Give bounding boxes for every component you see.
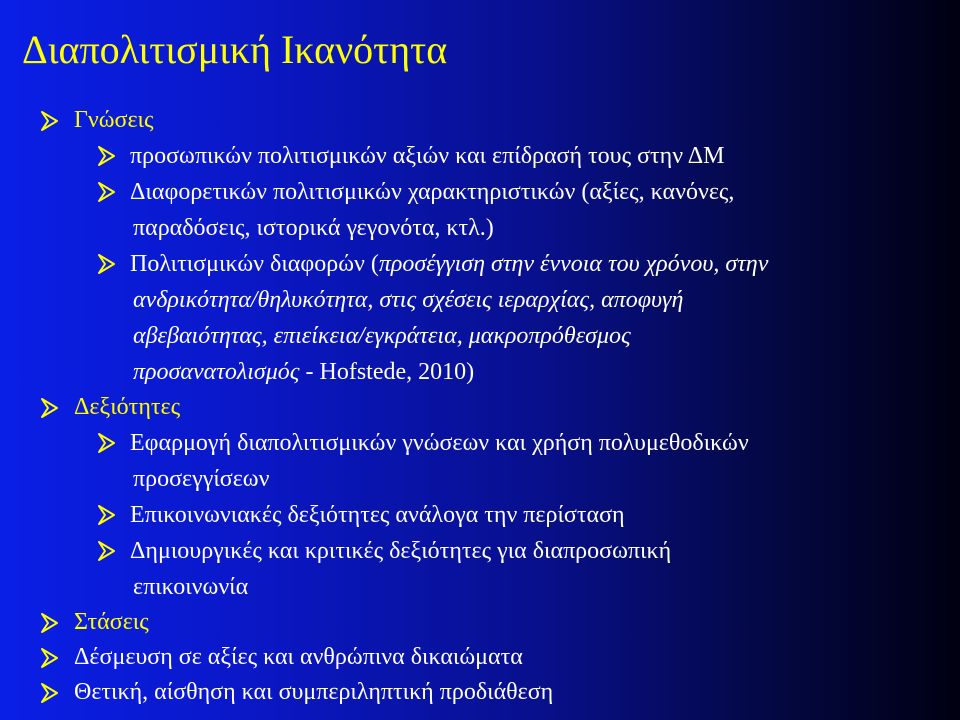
bullet-text: Θετική, αίσθηση και συμπεριληπτική προδιάθεση	[74, 679, 554, 705]
sub-bullet-text-italic: προσέγγιση στην έννοια του χρόνου, στην	[378, 251, 769, 277]
slide-body	[0, 103, 960, 710]
arrowhead-bullet-icon	[40, 103, 62, 138]
bullet-text-knowledge: Γνώσεις	[74, 107, 154, 133]
sub-bullet-text: προσωπικών πολιτισμικών αξιών και επίδρασή τους στην ΔΜ	[130, 143, 725, 169]
sub-bullet	[0, 533, 960, 569]
bullet-knowledge	[0, 103, 960, 138]
bullet-skills	[0, 390, 960, 425]
sub-bullet-continuation: επικοινωνία	[133, 574, 249, 600]
sub-bullet-text: Δημιουργικές και κριτικές δεξιότητες για διαπροσωπική	[130, 538, 672, 564]
sub-bullet-text-plain: Πολιτισμικών διαφορών (	[130, 251, 379, 277]
sub-bullet-text-plain: - Hofstede, 2010)	[299, 359, 475, 385]
sub-bullet-text: Διαφορετικών πολιτισμικών χαρακτηριστικών (αξίες, κανόνες,	[130, 179, 735, 205]
sub-bullet-continuation: προσεγγίσεων	[133, 466, 270, 492]
bullet-attitudes	[0, 605, 960, 640]
sub-bullet	[0, 425, 960, 461]
sub-bullet-text-italic: προσανατολισμός	[133, 359, 300, 385]
arrowhead-bullet-icon	[97, 138, 119, 173]
sub-bullet-text: Εφαρμογή διαπολιτισμικών γνώσεων και χρήση πολυμεθοδικών	[130, 430, 749, 456]
sub-bullet-continuation: ανδρικότητα/θηλυκότητα, στις σχέσεις ιεραρχίας, αποφυγή	[133, 287, 684, 313]
sub-bullet	[0, 174, 960, 210]
arrowhead-bullet-icon	[40, 640, 62, 675]
arrowhead-bullet-icon	[40, 605, 62, 640]
bullet-text-attitudes: Στάσεις	[74, 609, 149, 635]
arrowhead-bullet-icon	[40, 675, 62, 710]
sub-bullet	[0, 138, 960, 174]
slide-title: Διαπολιτισμική Ικανότητα	[22, 27, 448, 72]
sub-bullet	[0, 246, 960, 282]
arrowhead-bullet-icon	[97, 497, 119, 532]
arrowhead-bullet-icon	[40, 390, 62, 425]
arrowhead-bullet-icon	[97, 246, 119, 281]
arrowhead-bullet-icon	[97, 533, 119, 568]
arrowhead-bullet-icon	[97, 425, 119, 460]
bullet-attitude-1	[0, 640, 960, 675]
arrowhead-bullet-icon	[97, 174, 119, 209]
bullet-text-skills: Δεξιότητες	[74, 394, 181, 420]
bullet-attitude-2	[0, 675, 960, 710]
sub-bullet-continuation: αβεβαιότητας, επιείκεια/εγκράτεια, μακροπρόθεσμος	[133, 323, 631, 349]
sub-bullet-text	[130, 246, 768, 282]
bullet-text: Δέσμευση σε αξίες και ανθρώπινα δικαιώματα	[74, 644, 523, 670]
sub-bullet-text: Επικοινωνιακές δεξιότητες ανάλογα την περίσταση	[130, 502, 625, 528]
sub-bullet-continuation: παραδόσεις, ιστορικά γεγονότα, κτλ.)	[133, 215, 494, 241]
sub-bullet-continuation	[0, 354, 960, 390]
sub-bullet	[0, 497, 960, 533]
